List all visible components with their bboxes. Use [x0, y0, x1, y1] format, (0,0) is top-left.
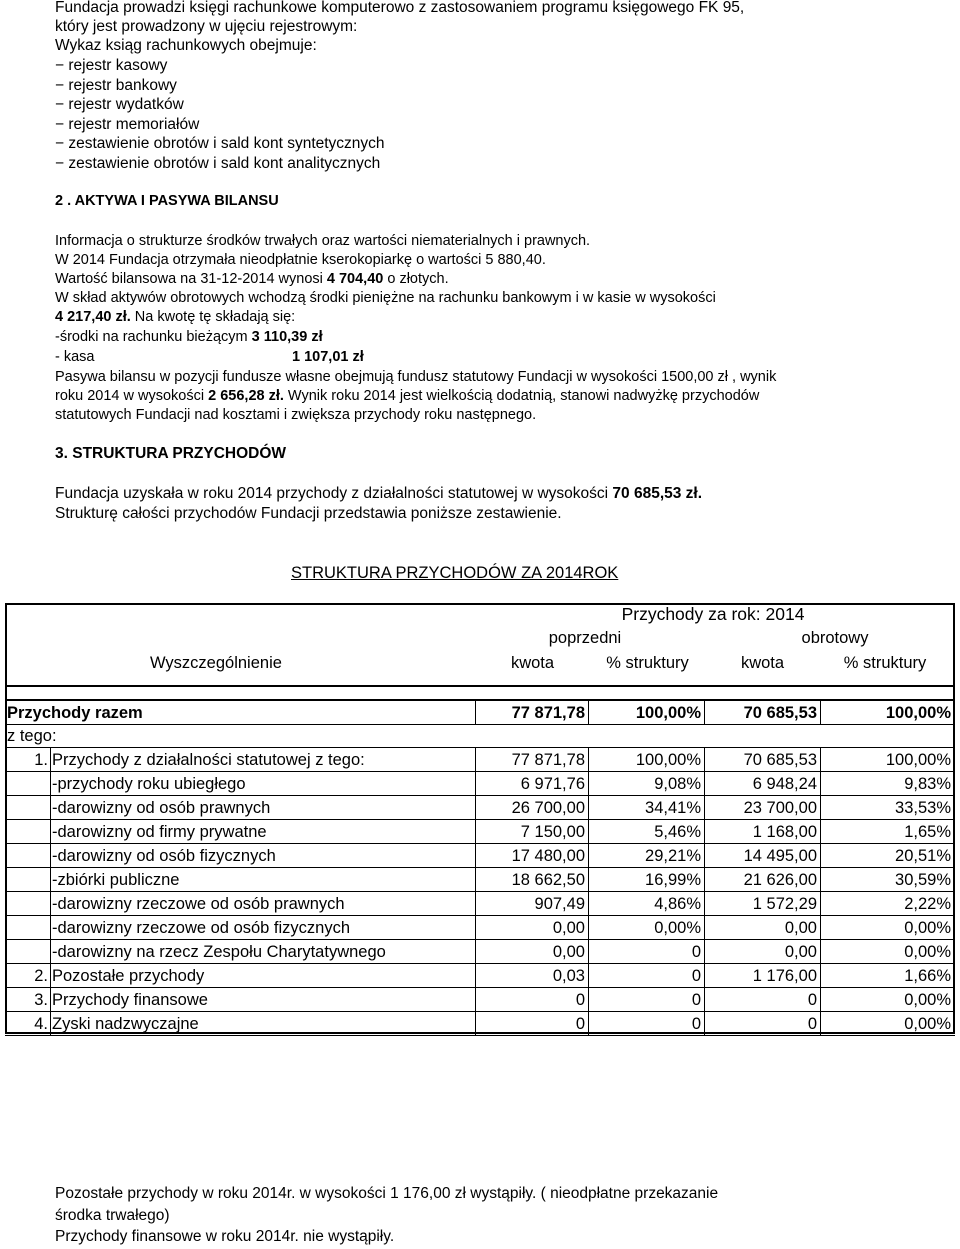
row-amount-curr: 1 572,29 — [752, 895, 817, 913]
row-share-prev: 100,00% — [635, 751, 701, 769]
row-amount-prev: 7 150,00 — [520, 823, 585, 841]
section-3-heading: 3. STRUKTURA PRZYCHODÓW — [55, 445, 287, 462]
ledger-list-item — [55, 154, 380, 174]
row-share-curr: 0,00% — [904, 943, 951, 961]
header-share-2: % struktury — [843, 654, 927, 672]
ledger-list-item — [55, 76, 177, 96]
statutory-income-value: 70 685,53 zł. — [612, 485, 703, 502]
book-value-unit: o złotych. — [383, 271, 449, 287]
ledger-list-item-label: rejestr memoriałów — [68, 115, 200, 133]
result-value: 2 656,28 zł. — [208, 388, 284, 404]
row-label: -darowizny rzeczowe od osób prawnych — [52, 895, 345, 913]
row-label: -darowizny od osób fizycznych — [52, 847, 276, 865]
row-amount-curr: 0,00 — [784, 919, 817, 937]
row-label: -darowizny na rzecz Zespołu Charytatywnego — [52, 943, 386, 961]
total-share-prev: 100,00% — [635, 704, 701, 722]
footer-line-2: środka trwałego) — [55, 1207, 170, 1224]
row-share-prev: 34,41% — [645, 799, 701, 817]
row-number: 2. — [34, 967, 48, 985]
row-share-curr: 0,00% — [904, 1015, 951, 1033]
dash-bullet-icon: − — [55, 135, 69, 152]
row-amount-curr: 23 700,00 — [743, 799, 817, 817]
row-share-curr: 2,22% — [904, 895, 951, 913]
row-label: -przychody roku ubiegłego — [52, 775, 246, 793]
book-value-label: Wartość bilansowa na 31-12-2014 wynosi — [55, 271, 327, 287]
header-amount-2: kwota — [740, 654, 785, 672]
bank-row — [55, 328, 323, 348]
ledger-list-item-label: rejestr wydatków — [68, 96, 184, 113]
row-share-curr: 100,00% — [885, 751, 951, 769]
row-share-prev: 0 — [691, 967, 701, 985]
row-share-curr: 1,65% — [904, 823, 951, 841]
row-share-curr: 1,66% — [904, 967, 951, 985]
row-share-prev: 0 — [691, 1015, 701, 1033]
row-share-curr: 9,83% — [904, 775, 951, 793]
row-label: Przychody z działalności statutowej z tego: — [52, 751, 365, 769]
section-3-p1 — [55, 484, 702, 504]
row-amount-prev: 907,49 — [534, 895, 585, 913]
income-structure-table — [5, 603, 955, 1034]
row-amount-curr: 14 495,00 — [743, 847, 817, 865]
result-label: roku 2014 w wysokości — [55, 388, 209, 404]
row-amount-curr: 1 176,00 — [752, 967, 817, 985]
row-share-curr: 0,00% — [904, 919, 951, 937]
row-number: 4. — [34, 1015, 48, 1033]
row-amount-prev: 77 871,78 — [511, 751, 585, 769]
row-amount-prev: 18 662,50 — [511, 871, 585, 889]
row-share-prev: 5,46% — [654, 823, 701, 841]
row-share-prev: 0 — [691, 943, 701, 961]
total-share-curr: 100,00% — [885, 704, 951, 722]
row-share-prev: 16,99% — [645, 871, 701, 889]
row-share-prev: 9,08% — [654, 775, 701, 793]
book-value: 4 704,40 — [326, 271, 384, 287]
result-text: Wynik roku 2014 jest wielkością dodatnią, stanowi nadwyżkę przychodów — [283, 388, 760, 404]
table-title: STRUKTURA PRZYCHODÓW ZA 2014ROK — [291, 564, 619, 582]
current-assets-total: 4 217,40 zł. — [55, 309, 131, 325]
bank-label: -środki na rachunku bieżącym — [55, 329, 252, 345]
row-amount-prev: 0,00 — [552, 919, 585, 937]
total-amount-curr: 70 685,53 — [743, 704, 817, 722]
section-2-p4: W skład aktywów obrotowych wchodzą środki pieniężne na rachunku bankowym i w kasie w wysokości — [55, 290, 716, 306]
section-2-p5 — [55, 308, 295, 328]
section-2-p1: Informacja o strukturze środków trwałych oraz wartości niematerialnych i prawnych. — [55, 233, 591, 249]
row-amount-curr: 0,00 — [784, 943, 817, 961]
total-label: Przychody razem — [7, 704, 143, 722]
intro-line-1: Fundacja prowadzi księgi rachunkowe komputerowo z zastosowaniem programu księgowego FK 95, — [55, 0, 745, 16]
header-description: Wyszczególnienie — [150, 654, 282, 672]
row-number: 1. — [34, 751, 48, 769]
row-label: -darowizny od osób prawnych — [52, 799, 271, 817]
row-label: Pozostałe przychody — [52, 967, 205, 985]
section-3-p2: Strukturę całości przychodów Fundacji przedstawia poniższe zestawienie. — [55, 505, 562, 522]
row-amount-prev: 0,00 — [552, 943, 585, 961]
row-label: -darowizny rzeczowe od osób fizycznych — [52, 919, 351, 937]
row-amount-prev: 6 971,76 — [520, 775, 585, 793]
row-share-prev: 0 — [691, 991, 701, 1009]
header-current: obrotowy — [801, 629, 869, 647]
section-2-p2: W 2014 Fundacja otrzymała nieodpłatnie kserokopiarkę o wartości 5 880,40. — [55, 252, 546, 268]
dash-bullet-icon: − — [55, 76, 69, 94]
row-label: -zbiórki publiczne — [52, 871, 180, 889]
row-amount-prev: 26 700,00 — [511, 799, 585, 817]
row-share-curr: 20,51% — [895, 847, 951, 865]
ledger-list-item-label: zestawienie obrotów i sald kont analitycznych — [68, 154, 381, 172]
row-amount-curr: 70 685,53 — [743, 751, 817, 769]
section-2-p3 — [55, 270, 449, 290]
bank-value: 3 110,39 zł — [251, 329, 323, 345]
intro-line-2: który jest prowadzony w ujęciu rejestrowym: — [55, 18, 358, 35]
statutory-income-label: Fundacja uzyskała w roku 2014 przychody z działalności statutowej w wysokości — [55, 485, 613, 502]
header-period: Przychody za rok: 2014 — [621, 604, 805, 624]
row-amount-curr: 0 — [807, 991, 817, 1009]
dash-bullet-icon: − — [55, 154, 69, 172]
intro-line-3: Wykaz ksiąg rachunkowych obejmuje: — [55, 37, 317, 54]
dash-bullet-icon: − — [55, 96, 69, 113]
section-2-p6: Pasywa bilansu w pozycji fundusze własne obejmują fundusz statutowy Fundacji w wysokości 1500,00 zł , wynik — [55, 369, 777, 385]
dash-bullet-icon: − — [55, 115, 69, 133]
ledger-list-item — [55, 115, 199, 135]
row-amount-curr: 0 — [807, 1015, 817, 1033]
row-label: Przychody finansowe — [52, 991, 208, 1009]
row-number: 3. — [34, 991, 48, 1009]
ledger-list-item-label: rejestr kasowy — [68, 57, 168, 74]
row-amount-prev: 17 480,00 — [511, 847, 585, 865]
row-amount-prev: 0 — [575, 1015, 585, 1033]
current-assets-text: Na kwotę tę składają się: — [130, 309, 296, 325]
row-label: -darowizny od firmy prywatne — [52, 823, 267, 841]
ledger-list-item-label: zestawienie obrotów i sald kont syntetycznych — [68, 135, 385, 152]
ledger-list-item-label: rejestr bankowy — [68, 76, 177, 94]
section-2-p7 — [55, 387, 759, 407]
header-previous: poprzedni — [548, 629, 622, 647]
row-share-prev: 4,86% — [654, 895, 701, 913]
row-amount-curr: 21 626,00 — [743, 871, 817, 889]
header-share-1: % struktury — [606, 654, 689, 672]
row-label: Zyski nadzwyczajne — [52, 1015, 199, 1033]
section-2-heading: 2 . AKTYWA I PASYWA BILANSU — [55, 193, 279, 209]
row-amount-curr: 1 168,00 — [752, 823, 817, 841]
row-share-curr: 30,59% — [895, 871, 951, 889]
dash-bullet-icon: − — [55, 57, 69, 74]
row-amount-prev: 0,03 — [552, 967, 585, 985]
footer-line-3: Przychody finansowe w roku 2014r. nie wystąpiły. — [55, 1228, 395, 1245]
ledger-list-item — [55, 95, 184, 115]
row-share-curr: 0,00% — [904, 991, 951, 1009]
cash-value: 1 107,01 zł — [292, 349, 364, 365]
footer-line-1: Pozostałe przychody w roku 2014r. w wysokości 1 176,00 zł wystąpiły. ( nieodpłatne przekazanie — [55, 1185, 719, 1202]
row-share-curr: 33,53% — [895, 799, 951, 817]
section-2-p8: statutowych Fundacji nad kosztami i zwiększa przychody roku następnego. — [55, 407, 537, 423]
row-share-prev: 0,00% — [654, 919, 701, 937]
row-amount-curr: 6 948,24 — [752, 775, 817, 793]
row-amount-prev: 0 — [575, 991, 585, 1009]
total-amount-prev: 77 871,78 — [511, 704, 585, 722]
header-amount-1: kwota — [510, 654, 555, 672]
row-share-prev: 29,21% — [645, 847, 701, 865]
ledger-list-item — [55, 134, 385, 154]
z-tego-label: z tego: — [7, 727, 57, 745]
cash-label: - kasa — [55, 349, 95, 365]
ledger-list-item — [55, 56, 167, 76]
